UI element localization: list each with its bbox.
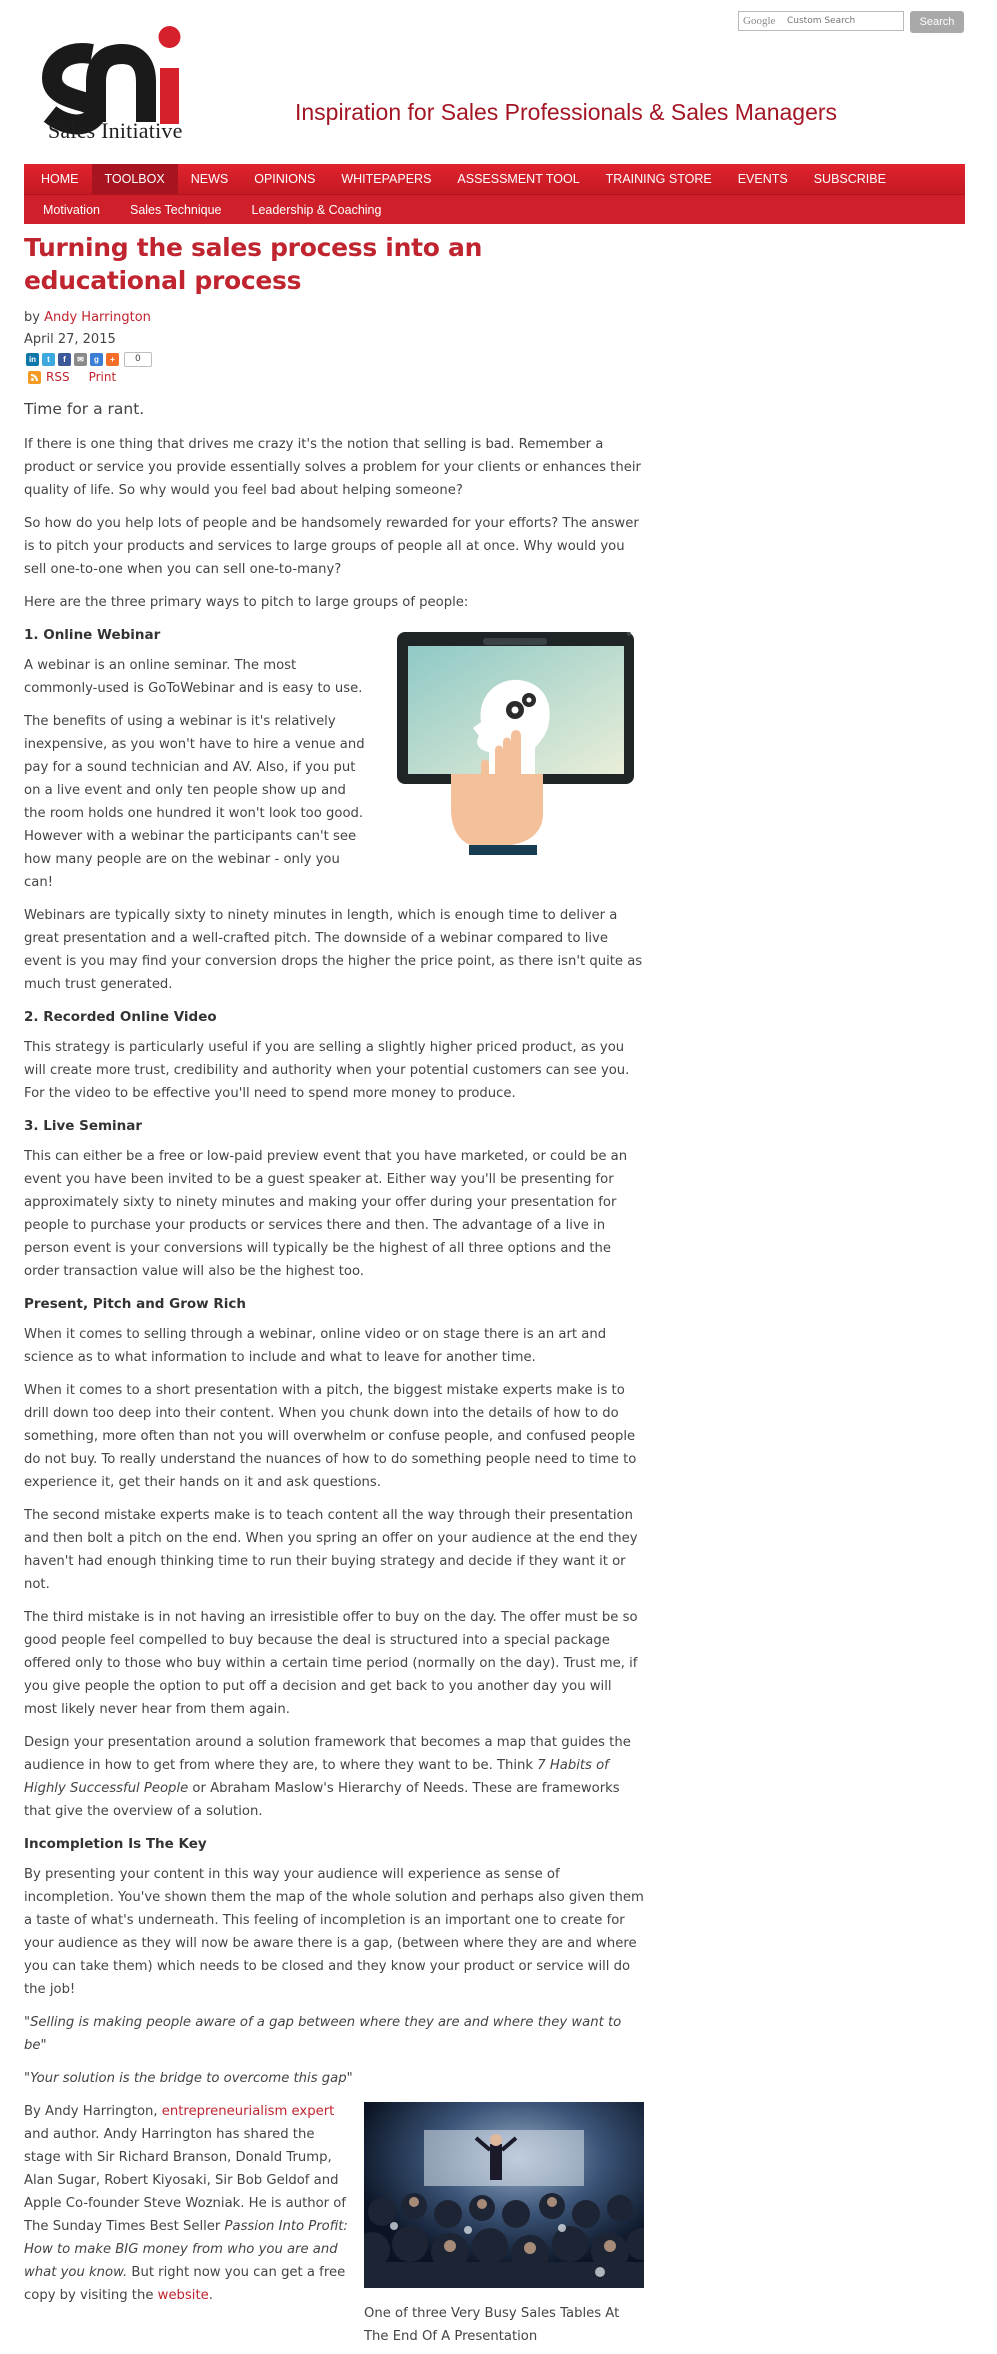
logo-text: Sales Initiative <box>48 118 183 143</box>
paragraph: The third mistake is in not having an irresistible offer to buy on the day. The offer must be so good people feel compelled to buy because the deal is structured into a special package offered only to those who buy within a certain time period (normally on the day). Trust me, if you give people the option to put off a decision and get back to you another day you will most likely never hear from them again. <box>24 1610 638 1717</box>
text: or Abraham Maslow's Hierarchy of Needs. These are frameworks that give the overview of a solution. <box>24 1781 620 1819</box>
paragraph: So how do you help lots of people and be handsomely rewarded for your efforts? The answer is to pitch your products and services to large groups of people all at once. Why would you sell one-to-one when you can sell one-to-many? <box>24 516 639 577</box>
text: and author. Andy Harrington has shared the stage with Sir Richard Branson, Donald Trump, Alan Sugar, Robert Kiyosaki, Sir Bob Geldof and Apple Co-founder Steve Wozniak. He is author of The Sunday Times Best Seller <box>24 2127 346 2234</box>
nav-toolbox[interactable]: TOOLBOX <box>92 164 178 194</box>
paragraph: The benefits of using a webinar is it's relatively inexpensive, as you won't have to hire a venue and pay for a sound technician and AV. Also, if you put on a live event and only ten people show up and the room holds one hundred it won't look too good. However with a webinar the participants can't see how many people are on the webinar - only you can! <box>24 714 365 890</box>
section-heading: 1. Online Webinar <box>24 627 161 643</box>
section-heading: Incompletion Is The Key <box>24 1836 207 1852</box>
pull-quote: "Your solution is the bridge to overcome this gap" <box>24 2071 353 2086</box>
article-byline <box>24 310 151 325</box>
paragraph: A webinar is an online seminar. The most commonly-used is GoToWebinar and is easy to use. <box>24 658 363 696</box>
nav-opinions[interactable]: OPINIONS <box>254 172 316 186</box>
nav-events[interactable]: EVENTS <box>737 172 788 186</box>
text: . <box>208 2288 213 2303</box>
search-input[interactable] <box>787 13 899 29</box>
presentation-photo <box>364 2102 644 2348</box>
twitter-icon[interactable]: t <box>42 353 55 366</box>
site-tagline: Inspiration for Sales Professionals & Sales Managers <box>295 99 838 125</box>
text: But right now you can get a free copy by visiting the <box>24 2265 346 2303</box>
nav-subscribe[interactable]: SUBSCRIBE <box>813 172 886 186</box>
book-title: Passion Into Profit: How to make BIG money from who you are and what you know. <box>24 2219 348 2280</box>
article-lead: Time for a rant. <box>24 400 145 418</box>
email-icon[interactable]: ✉ <box>74 353 87 366</box>
book-title: 7 Habits of Highly Successful People <box>24 1758 609 1796</box>
paragraph: This can either be a free or low-paid preview event that you have marketed, or could be an event you have been invited to be a guest speaker at. Either way you'll be presenting for approximately sixty to ninety minutes and making your offer during your presentation for people to purchase your products or services there and then. The advantage of a live in person event is your conversions will typically be the highest of all three options and the order transaction value will also be the highest too. <box>24 1149 628 1279</box>
google-plus-icon[interactable]: g <box>90 353 103 366</box>
main-navigation <box>24 164 965 224</box>
text: By Andy Harrington, <box>24 2104 162 2119</box>
paragraph: If there is one thing that drives me crazy it's the notion that selling is bad. Remember a product or service you provide essentially solves a problem for your clients or enhances their quality of life. So why would you feel bad about helping someone? <box>24 437 641 498</box>
webinar-tablet-illustration <box>389 624 644 856</box>
article-body <box>24 398 644 2354</box>
article-tools <box>28 370 116 384</box>
entrepreneurialism-expert-link[interactable]: entrepreneurialism expert <box>161 2104 335 2119</box>
search-box[interactable] <box>738 11 904 31</box>
nav-training-store[interactable]: TRAINING STORE <box>605 172 712 186</box>
paragraph: Here are the three primary ways to pitch to large groups of people: <box>24 595 469 610</box>
article-date: April 27, 2015 <box>24 332 116 347</box>
nav-news[interactable]: NEWS <box>190 172 229 186</box>
google-logo: Google <box>743 15 776 27</box>
linkedin-icon[interactable]: in <box>26 353 39 366</box>
author-link[interactable]: Andy Harrington <box>44 310 151 325</box>
byline-prefix: by <box>24 310 40 325</box>
section-heading: Present, Pitch and Grow Rich <box>24 1296 246 1312</box>
nav-whitepapers[interactable]: WHITEPAPERS <box>341 172 432 186</box>
subnav-motivation[interactable]: Motivation <box>43 202 100 217</box>
nav-home[interactable]: HOME <box>41 172 79 186</box>
secondary-nav <box>24 194 965 224</box>
rss-link[interactable]: RSS <box>46 370 70 384</box>
website-link[interactable]: website <box>157 2288 209 2303</box>
paragraph: The second mistake experts make is to teach content all the way through their presentation and then bolt a pitch on the end. When you spring an offer on your audience at the end they haven't had enough thinking time to run their buying strategy and decide if they want it or not. <box>24 1508 638 1592</box>
addthis-plus-icon[interactable]: + <box>106 353 119 366</box>
text: Design your presentation around a solution framework that becomes a map that guides the audience in how to get from where they are, to where they want to be. Think <box>24 1735 631 1773</box>
search-button[interactable]: Search <box>910 11 964 33</box>
section-heading: 3. Live Seminar <box>24 1118 143 1134</box>
share-count: 0 <box>124 352 152 367</box>
paragraph: By presenting your content in this way your audience will experience as sense of incompletion. You've shown them the map of the whole solution and perhaps also given them a taste of what's underneath. This feeling of incompletion is an important one to create for your audience as they will now be aware there is a gap, (between where they are and where you can take them) which needs to be closed and they know your product or service will do the job! <box>24 1867 644 1997</box>
subnav-leadership-coaching[interactable]: Leadership & Coaching <box>251 202 382 217</box>
article-title: Turning the sales process into an educational process <box>24 233 483 295</box>
paragraph: When it comes to a short presentation with a pitch, the biggest mistake experts make is to drill down too deep into their content. When you chunk down into the details of how to do something, more often than not you will overwhelm or confuse people, and confused people do not buy. To really understand the nuances of how to do something people need to time to experience it, get their hands on it and ask questions. <box>24 1383 637 1490</box>
pull-quote: "Selling is making people aware of a gap between where they are and where they want to be" <box>24 2015 622 2053</box>
subnav-sales-technique[interactable]: Sales Technique <box>129 202 222 217</box>
paragraph: When it comes to selling through a webinar, online video or on stage there is an art and science as to what information to include and what to leave for another time. <box>24 1327 607 1365</box>
paragraph: Webinars are typically sixty to ninety minutes in length, which is enough time to deliver a great presentation and a well-crafted pitch. The downside of a webinar compared to live event is you may find your conversion drops the higher the price point, as there isn't quite as much trust generated. <box>24 908 643 992</box>
audience-photo <box>364 2102 644 2288</box>
primary-nav <box>24 164 965 194</box>
paragraph <box>24 1731 644 1823</box>
section-heading: 2. Recorded Online Video <box>24 1009 217 1025</box>
share-buttons <box>26 352 152 367</box>
print-link[interactable]: Print <box>88 370 117 384</box>
search-bar <box>738 11 964 33</box>
rss-icon[interactable] <box>28 371 41 384</box>
facebook-icon[interactable]: f <box>58 353 71 366</box>
nav-assessment-tool[interactable]: ASSESSMENT TOOL <box>457 172 580 186</box>
paragraph: This strategy is particularly useful if you are selling a slightly higher priced product, as you will create more trust, credibility and authority when your potential customers can see you. For the video to be effective you'll need to spend more money to produce. <box>24 1040 630 1101</box>
photo-caption: One of three Very Busy Sales Tables At The End Of A Presentation <box>364 2306 620 2344</box>
